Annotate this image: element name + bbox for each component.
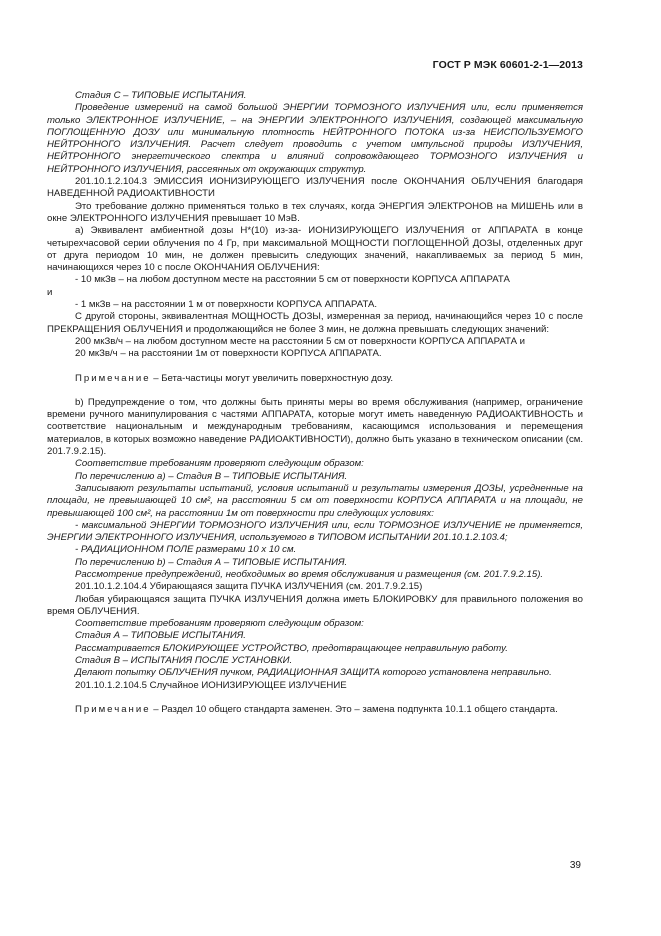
- paragraph: Стадия В – ИСПЫТАНИЯ ПОСЛЕ УСТАНОВКИ.: [75, 655, 293, 667]
- paragraph: Делают попытку ОБЛУЧЕНИЯ пучком, РАДИАЦИОННАЯ ЗАЩИТА которого установлена неправильно.: [75, 667, 552, 679]
- paragraph: С другой стороны, эквивалентная МОЩНОСТЬ ДОЗЫ, измеренная за период, начинающийся через 10 с после ПРЕКРАЩЕНИЯ ОБЛУЧЕНИЯ и продолжающийся не более 3 мин, не должна превышать следующих значений:: [47, 311, 583, 335]
- document-header: ГОСТ Р МЭК 60601-2-1—2013: [432, 59, 583, 71]
- note-text: – Раздел 10 общего стандарта заменен. Это – замена подпункта 10.1.1 общего стандарта.: [150, 703, 558, 715]
- paragraph: Записывают результаты испытаний, условия испытаний и результаты измерения ДОЗЫ, усредненные на площади, не превышающей 10 см², на расстоянии 5 см от поверхности КОРПУСА АППАРАТА и на площади, не превышающей 100 см², на расстоянии 1м от поверхности при следующих условиях:: [47, 482, 583, 519]
- paragraph: а) Эквивалент амбиентной дозы Н*(10) из-за- ИОНИЗИРУЮЩЕГО ИЗЛУЧЕНИЯ от АППАРАТА в конце четырехчасовой серии облучения по 4 Гр, при максимальной МОЩНОСТИ ПОГЛОЩЕННОЙ ДОЗЫ, отделенных друг от друга периодом 10 мин, не должен превысить следующих значений, накапливаемых за период 5 мин, начинающихся через 10 с после ОКОНЧАНИЯ ОБЛУЧЕНИЯ:: [47, 225, 583, 274]
- paragraph: и: [47, 286, 53, 298]
- paragraph: 200 мкЗв/ч – на любом доступном месте на расстоянии 5 см от поверхности КОРПУСА АППАРАТА и: [75, 335, 526, 347]
- paragraph: Любая убирающаяся защита ПУЧКА ИЗЛУЧЕНИЯ должна иметь БЛОКИРОВКУ для правильного положения во время ОБЛУЧЕНИЯ.: [47, 593, 583, 617]
- page-number: 39: [569, 860, 581, 871]
- section-heading: 201.10.1.2.104.5 Случайное ИОНИЗИРУЮЩЕЕ ИЗЛУЧЕНИЕ: [75, 679, 347, 691]
- note-label: Примечание: [75, 703, 151, 715]
- note-text: – Бета-частицы могут увеличить поверхностную дозу.: [150, 372, 394, 384]
- section-heading: 201.10.1.2.104.3 ЭМИССИЯ ИОНИЗИРУЮЩЕГО ИЗЛУЧЕНИЯ после ОКОНЧАНИЯ ОБЛУЧЕНИЯ благодаря НАВЕДЕННОЙ РАДИОАКТИВНОСТИ: [47, 176, 583, 200]
- paragraph: По перечислению а) – Стадия В – ТИПОВЫЕ ИСПЫТАНИЯ.: [75, 470, 348, 482]
- list-item: - 1 мкЗв – на расстоянии 1 м от поверхности КОРПУСА АППАРАТА.: [75, 299, 378, 311]
- paragraph: Стадия А – ТИПОВЫЕ ИСПЫТАНИЯ.: [75, 630, 246, 642]
- note-label: Примечание: [75, 372, 151, 384]
- paragraph: Проведение измерений на самой большой ЭНЕРГИИ ТОРМОЗНОГО ИЗЛУЧЕНИЯ или, если применяется только ЭЛЕКТРОННОЕ ИЗЛУЧЕНИЕ, – на ЭНЕРГИИ ЭЛЕКТРОННОГО ИЗЛУЧЕНИЯ, создающей максимальную ПОГЛОЩЕННУЮ ДОЗУ или минимальную плотность НЕЙТРОННОГО ПОТОКА из-за НЕИСПОЛЬЗУЕМОГО НЕЙТРОННОГО ИЗЛУЧЕНИЯ. Расчет следует проводить с учетом импульсной природы ИЗЛУЧЕНИЯ, НЕЙТРОННОГО энергетического спектра и влияний сопровождающего ТОРМОЗНОГО ИЗЛУЧЕНИЯ и НЕЙТРОННОГО ИЗЛУЧЕНИЯ, рассеянных от окружающих структур.: [47, 102, 583, 175]
- paragraph: 20 мкЗв/ч – на расстоянии 1м от поверхности КОРПУСА АППАРАТА.: [75, 348, 382, 360]
- section-heading: 201.10.1.2.104.4 Убирающаяся защита ПУЧКА ИЗЛУЧЕНИЯ (см. 201.7.9.2.15): [75, 581, 423, 593]
- list-item: - РАДИАЦИОННОМ ПОЛЕ размерами 10 x 10 см.: [75, 544, 297, 556]
- paragraph: Соответствие требованиям проверяют следующим образом:: [75, 458, 364, 470]
- note: [47, 704, 583, 716]
- paragraph: Рассмотрение предупреждений, необходимых во время обслуживания и размещения (см. 201.7.9.2.15).: [75, 568, 544, 580]
- paragraph: Рассматривается БЛОКИРУЮЩЕЕ УСТРОЙСТВО, предотвращающее неправильную работу.: [75, 642, 508, 654]
- paragraph: Соответствие требованиям проверяют следующим образом:: [75, 618, 364, 630]
- note: [47, 373, 583, 385]
- list-item: - 10 мкЗв – на любом доступном месте на расстоянии 5 см от поверхности КОРПУСА АППАРАТА: [75, 274, 510, 286]
- paragraph: По перечислению b) – Стадия А – ТИПОВЫЕ ИСПЫТАНИЯ.: [75, 556, 348, 568]
- paragraph: Стадия С – ТИПОВЫЕ ИСПЫТАНИЯ.: [75, 90, 247, 101]
- list-item: - максимальной ЭНЕРГИИ ТОРМОЗНОГО ИЗЛУЧЕНИЯ или, если ТОРМОЗНОЕ ИЗЛУЧЕНИЕ не применяется, ЭНЕРГИИ ЭЛЕКТРОННОГО ИЗЛУЧЕНИЯ, используемого в ТИПОВОМ ИСПЫТАНИИ 201.10.1.2.103.4;: [47, 519, 583, 544]
- document-body: [47, 90, 583, 716]
- paragraph: Это требование должно применяться только в тех случаях, когда ЭНЕРГИЯ ЭЛЕКТРОНОВ на МИШЕНЬ или в окне ЭЛЕКТРОННОГО ИЗЛУЧЕНИЯ превышает 10 МэВ.: [47, 200, 583, 224]
- paragraph: b) Предупреждение о том, что должны быть приняты меры во время обслуживания (например, ограничение времени ручного манипулирования с частями АППАРАТА, которые могут иметь наведенную РАДИОАКТИВНОСТЬ и соответствие национальным и международным требованиям, касающимся использования и перемещения материалов, в которых возможно наведение РАДИОАКТИВНОСТИ), должно быть указано в техническом описании (см. 201.7.9.2.15).: [47, 396, 583, 458]
